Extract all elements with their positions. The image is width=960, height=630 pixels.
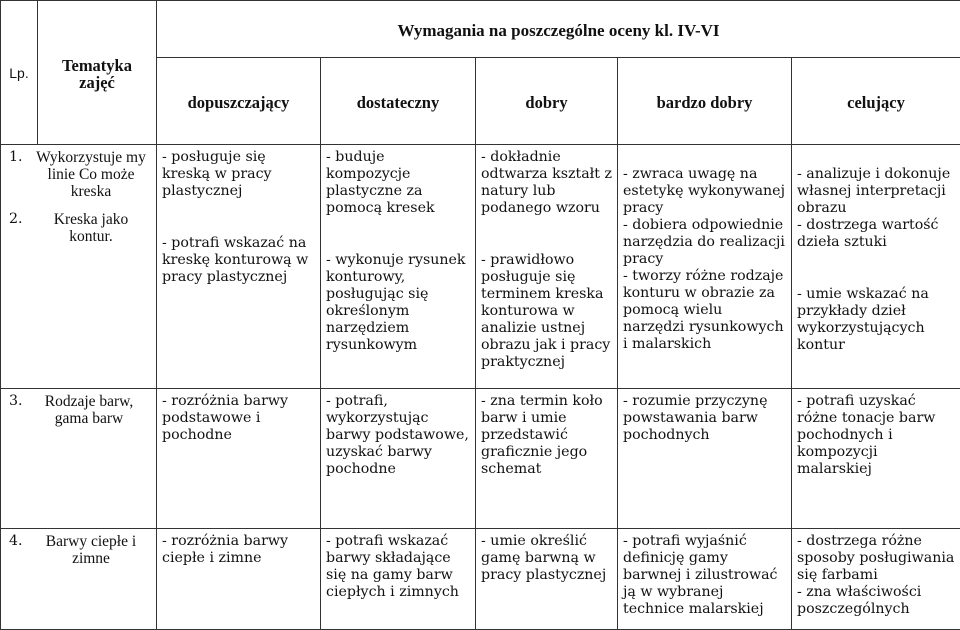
topic-cell [1,145,157,389]
cell-bardzo-dobry: - rozumie przyczynę powstawania barw pochodnych [618,389,792,529]
topic-text: Wykorzystuje my linie Co może kreska [35,149,151,200]
cell-dostateczny: - potrafi, wykorzystując barwy podstawowe, uzyskać barwy pochodne [321,389,476,529]
header-title: Wymagania na poszczególne oceny kl. IV-VI [157,1,960,58]
cell-dopuszczajacy [157,145,321,389]
cell-dobry [476,145,618,389]
topic-number: 3. [9,393,35,427]
cell-dostateczny [321,145,476,389]
grade-celujacy: celujący [792,58,960,145]
topic-number: 2. [9,211,35,245]
cell-dobry: - umie określić gamę barwną w pracy plastycznej [476,529,618,630]
table-row [1,529,960,630]
topic-3 [9,393,151,427]
cell-celujacy: - potrafi uzyskać różne tonacje barw pochodnych i kompozycji malarskiej [792,389,960,529]
cell-dopuszczajacy: - rozróżnia barwy podstawowe i pochodne [157,389,321,529]
topic-1 [9,149,151,200]
cell-item: - prawidłowo posługuje się terminem kreska konturowa w analizie ustnej obrazu jak i pracy praktycznej [481,252,612,371]
cell-dobry: - zna termin koło barw i umie przedstawić graficznie jego schemat [476,389,618,529]
cell-item: - potrafi wskazać na kreskę konturową w pracy plastycznej [162,235,315,286]
cell-celujacy [792,145,960,389]
topic-number: 1. [9,149,35,200]
grade-dostateczny: dostateczny [321,58,476,145]
grade-bardzo-dobry: bardzo dobry [618,58,792,145]
cell-item: - buduje kompozycje plastyczne za pomocą kresek [326,149,470,252]
topic-number: 4. [9,533,35,567]
topic-text: Rodzaje barw, gama barw [35,393,151,427]
cell-dopuszczajacy: - rozróżnia barwy ciepłe i zimne [157,529,321,630]
header-lp: Lp. [1,1,38,145]
cell-celujacy: - dostrzega różne sposoby posługiwania się farbami - zna właściwości poszczególnych [792,529,960,630]
topic-cell [1,529,157,630]
cell-item: - umie wskazać na przykłady dzieł wykorzystujących kontur [797,286,955,354]
table-row [1,389,960,529]
grade-dopuszczajacy: dopuszczający [157,58,321,145]
topic-2 [9,211,151,245]
table-row [1,145,960,389]
cell-bardzo-dobry [618,145,792,389]
topic-text: Kreska jako kontur. [35,211,151,245]
cell-bardzo-dobry: - potrafi wyjaśnić definicję gamy barwnej i zilustrować ją w wybranej technice malarskiej [618,529,792,630]
cell-item: - posługuje się kreską w pracy plastycznej [162,149,315,235]
topic-4 [9,533,151,567]
cell-item: - analizuje i dokonuje własnej interpretacji obrazu - dostrzega wartość dzieła sztuki [797,166,955,269]
cell-item: - zwraca uwagę na estetykę wykonywanej pracy - dobiera odpowiednie narzędzia do realizacji pracy - tworzy różne rodzaje konturu w obrazie za pomocą wielu narzędzi rysunkowych i malarskich [623,166,786,353]
cell-item: - wykonuje rysunek konturowy, posługując się określonym narzędziem rysunkowym [326,252,470,354]
topic-text: Barwy ciepłe i zimne [35,533,151,567]
header-tematyka: Tematyka zajęć [38,1,157,145]
grade-dobry: dobry [476,58,618,145]
topic-cell [1,389,157,529]
cell-item: - dokładnie odtwarza kształt z natury lub podanego wzoru [481,149,612,252]
cell-dostateczny: - potrafi wskazać barwy składające się na gamy barw ciepłych i zimnych [321,529,476,630]
